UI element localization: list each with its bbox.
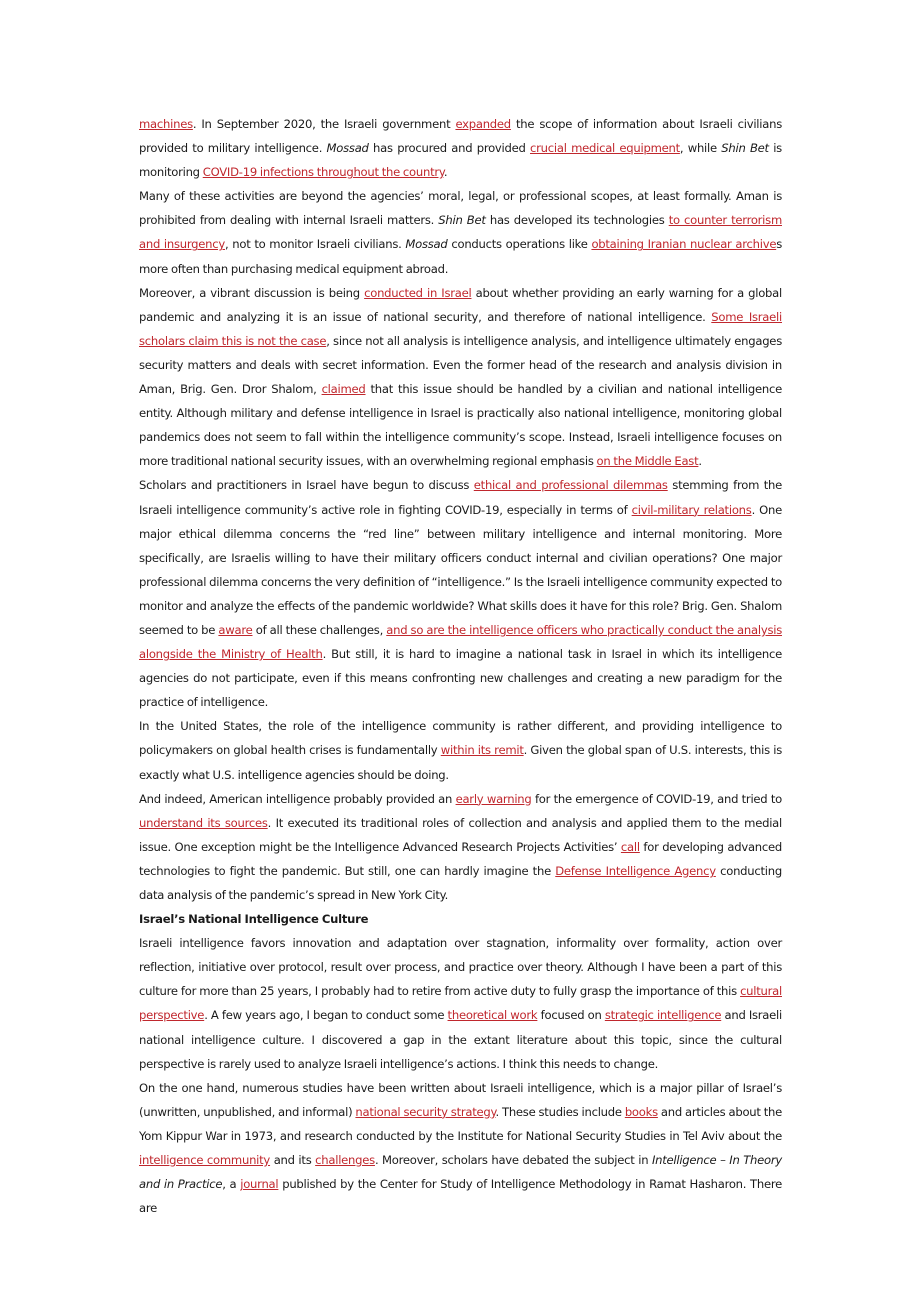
text: . bbox=[698, 454, 702, 469]
text: conducting data analysis of the pandemic’s spread in New York City. bbox=[139, 863, 782, 902]
paragraph bbox=[139, 714, 782, 786]
paragraph bbox=[139, 184, 782, 280]
text: of all these challenges, bbox=[252, 622, 387, 637]
paragraph bbox=[139, 931, 782, 1076]
paragraph bbox=[139, 112, 782, 184]
text: Many of these activities are beyond the agencies’ moral, legal, or professional scopes, at least formally. Aman is prohibited from dealing with internal Israeli matters. bbox=[139, 189, 782, 228]
section-heading: Israel’s National Intelligence Culture bbox=[139, 912, 369, 927]
text: and Israeli national intelligence culture. I discovered a gap in the extant literature about this topic, since the cultural perspective is rarely used to analyze Israeli intelligence’s actions. I think this needs to change. bbox=[139, 1008, 782, 1071]
link-counter-terrorism[interactable]: to counter terrorism and insurgency bbox=[139, 213, 782, 252]
text: Israeli intelligence favors innovation and adaptation over stagnation, informality over formality, action over reflection, initiative over protocol, result over process, and practice over theory. Although I have been a part of this culture for more than 25 years, I probably had to retire from active duty to fully grasp the importance of this bbox=[139, 936, 782, 999]
text: is monitoring bbox=[139, 141, 782, 180]
link-aware[interactable]: aware bbox=[218, 622, 253, 637]
text: . It executed its traditional roles of collection and analysis and applied them to the medial issue. One exception might be the Intelligence Advanced Research Projects Activities’ bbox=[139, 815, 782, 854]
italic-mossad: Mossad bbox=[405, 237, 448, 252]
link-call[interactable]: call bbox=[620, 839, 640, 854]
text: Scholars and practitioners in Israel have begun to discuss bbox=[139, 478, 474, 493]
italic-shin-bet: Shin Bet bbox=[438, 213, 486, 228]
text: has developed its technologies bbox=[485, 213, 669, 228]
link-early-warning[interactable]: early warning bbox=[455, 791, 532, 806]
italic-journal-title: Intelligence – In Theory and in Practice bbox=[139, 1153, 782, 1192]
link-conducted-in-israel[interactable]: conducted in Israel bbox=[364, 285, 472, 300]
text: s more often than purchasing medical equipment abroad. bbox=[139, 237, 782, 276]
paragraph bbox=[139, 787, 782, 907]
text: for developing advanced technologies to fight the pandemic. But still, one can hardly imagine the bbox=[139, 839, 783, 878]
text: . In September 2020, the Israeli government bbox=[192, 117, 456, 131]
text: Moreover, a vibrant discussion is being bbox=[139, 285, 365, 300]
text: In the United States, the role of the intelligence community is rather different, and providing intelligence to policymakers on global health crises is fundamentally bbox=[139, 719, 782, 758]
text: . These studies include bbox=[495, 1104, 625, 1119]
paragraph bbox=[139, 281, 782, 474]
text: , not to monitor Israeli civilians. bbox=[225, 237, 406, 252]
text: . One major ethical dilemma concerns the “red line” between military intelligence and internal monitoring. More specifically, are Israelis willing to have their military officers conduct internal and civilian operations? One major professional dilemma concerns the very definition of “intelligence.” Is the Israeli intelligence community expected to monitor and analyze the effects of the pandemic worldwide? What skills does it have for this role? Brig. Gen. Shalom seemed to be bbox=[139, 502, 782, 637]
text: , while bbox=[679, 141, 722, 156]
text: published by the Center for Study of Intelligence Methodology in Ramat Hasharon. There are bbox=[139, 1177, 782, 1216]
text: stemming from the Israeli intelligence community’s active role in fighting COVID-19, especially in terms of bbox=[139, 478, 782, 517]
text: . Given the global span of U.S. interests, this is exactly what U.S. intelligence agencies should be doing. bbox=[139, 743, 782, 782]
link-within-its-remit[interactable]: within its remit bbox=[440, 743, 524, 758]
text: that this issue should be handled by a civilian and national intelligence entity. Although military and defense intelligence in Israel is practically also national intelligence, monitoring global pandemics does not seem to fall within the intelligence community’s scope. Instead, Israeli intelligence focuses on more traditional national security issues, with an overwhelming regional emphasis bbox=[139, 382, 782, 469]
link-defense-intelligence-agency[interactable]: Defense Intelligence Agency bbox=[555, 863, 716, 878]
text: , since not all analysis is intelligence analysis, and intelligence ultimately engages security matters and deals with secret information. Even the former head of the research and analysis division in Aman, Brig. Gen. Dror Shalom, bbox=[139, 333, 782, 397]
text: has procured and provided bbox=[368, 141, 531, 156]
link-machines[interactable]: machines bbox=[139, 117, 193, 131]
article-body bbox=[139, 112, 782, 1220]
link-strategic-intelligence[interactable]: strategic intelligence bbox=[604, 1008, 722, 1023]
link-challenges[interactable]: challenges bbox=[315, 1153, 375, 1168]
link-some-israeli-scholars[interactable]: Some Israeli scholars claim this is not the case bbox=[139, 309, 782, 348]
link-claimed[interactable]: claimed bbox=[321, 382, 366, 397]
text: . A few years ago, I began to conduct some bbox=[204, 1008, 448, 1023]
text: the scope of information about Israeli civilians provided to military intelligence. bbox=[139, 117, 782, 156]
text: about whether providing an early warning for a global pandemic and analyzing it is an issue of national security, and therefore of national intelligence. bbox=[139, 285, 782, 324]
link-understand-its-sources[interactable]: understand its sources bbox=[139, 815, 268, 830]
link-national-security-strategy[interactable]: national security strategy bbox=[355, 1104, 496, 1119]
text: On the one hand, numerous studies have been written about Israeli intelligence, which is a major pillar of Israel’s (unwritten, unpublished, and informal) bbox=[139, 1080, 782, 1119]
link-iranian-nuclear-archive[interactable]: obtaining Iranian nuclear archive bbox=[591, 237, 777, 252]
link-intelligence-officers[interactable]: and so are the intelligence officers who practically conduct the analysis alongside the Ministry of Health bbox=[139, 622, 783, 662]
link-journal[interactable]: journal bbox=[240, 1177, 279, 1192]
link-civil-military-relations[interactable]: civil-military relations bbox=[631, 502, 752, 517]
text: and its bbox=[270, 1153, 316, 1168]
text: And indeed, American intelligence probably provided an bbox=[139, 791, 456, 806]
italic-shin-bet: Shin Bet bbox=[721, 141, 769, 156]
text: and articles about the Yom Kippur War in 1973, and research conducted by the Institute for National Security Studies in Tel Aviv about the bbox=[139, 1104, 783, 1143]
link-middle-east[interactable]: on the Middle East bbox=[596, 454, 699, 469]
text: for the emergence of COVID-19, and tried to bbox=[531, 791, 782, 806]
text: , a bbox=[222, 1177, 241, 1192]
text: conducts operations like bbox=[447, 237, 592, 252]
link-books[interactable]: books bbox=[624, 1104, 658, 1119]
text: . But still, it is hard to imagine a national task in Israel in which its intelligence agencies do not participate, even if this means confronting new challenges and creating a new paradigm for the practice of intelligence. bbox=[139, 647, 782, 710]
link-intelligence-community[interactable]: intelligence community bbox=[139, 1153, 271, 1168]
link-covid-infections[interactable]: COVID-19 infections throughout the country bbox=[202, 165, 444, 180]
link-cultural-perspective[interactable]: cultural perspective bbox=[139, 984, 782, 1023]
text: . bbox=[443, 165, 448, 180]
link-expanded[interactable]: expanded bbox=[455, 117, 511, 131]
link-crucial-medical-equipment[interactable]: crucial medical equipment bbox=[530, 141, 680, 156]
text: focused on bbox=[537, 1008, 605, 1023]
link-ethical-dilemmas[interactable]: ethical and professional dilemmas bbox=[473, 478, 668, 493]
paragraph bbox=[139, 473, 782, 714]
text: . Moreover, scholars have debated the subject in bbox=[374, 1153, 652, 1168]
italic-mossad: Mossad bbox=[326, 141, 369, 156]
link-theoretical-work[interactable]: theoretical work bbox=[447, 1008, 538, 1023]
paragraph bbox=[139, 1076, 782, 1221]
